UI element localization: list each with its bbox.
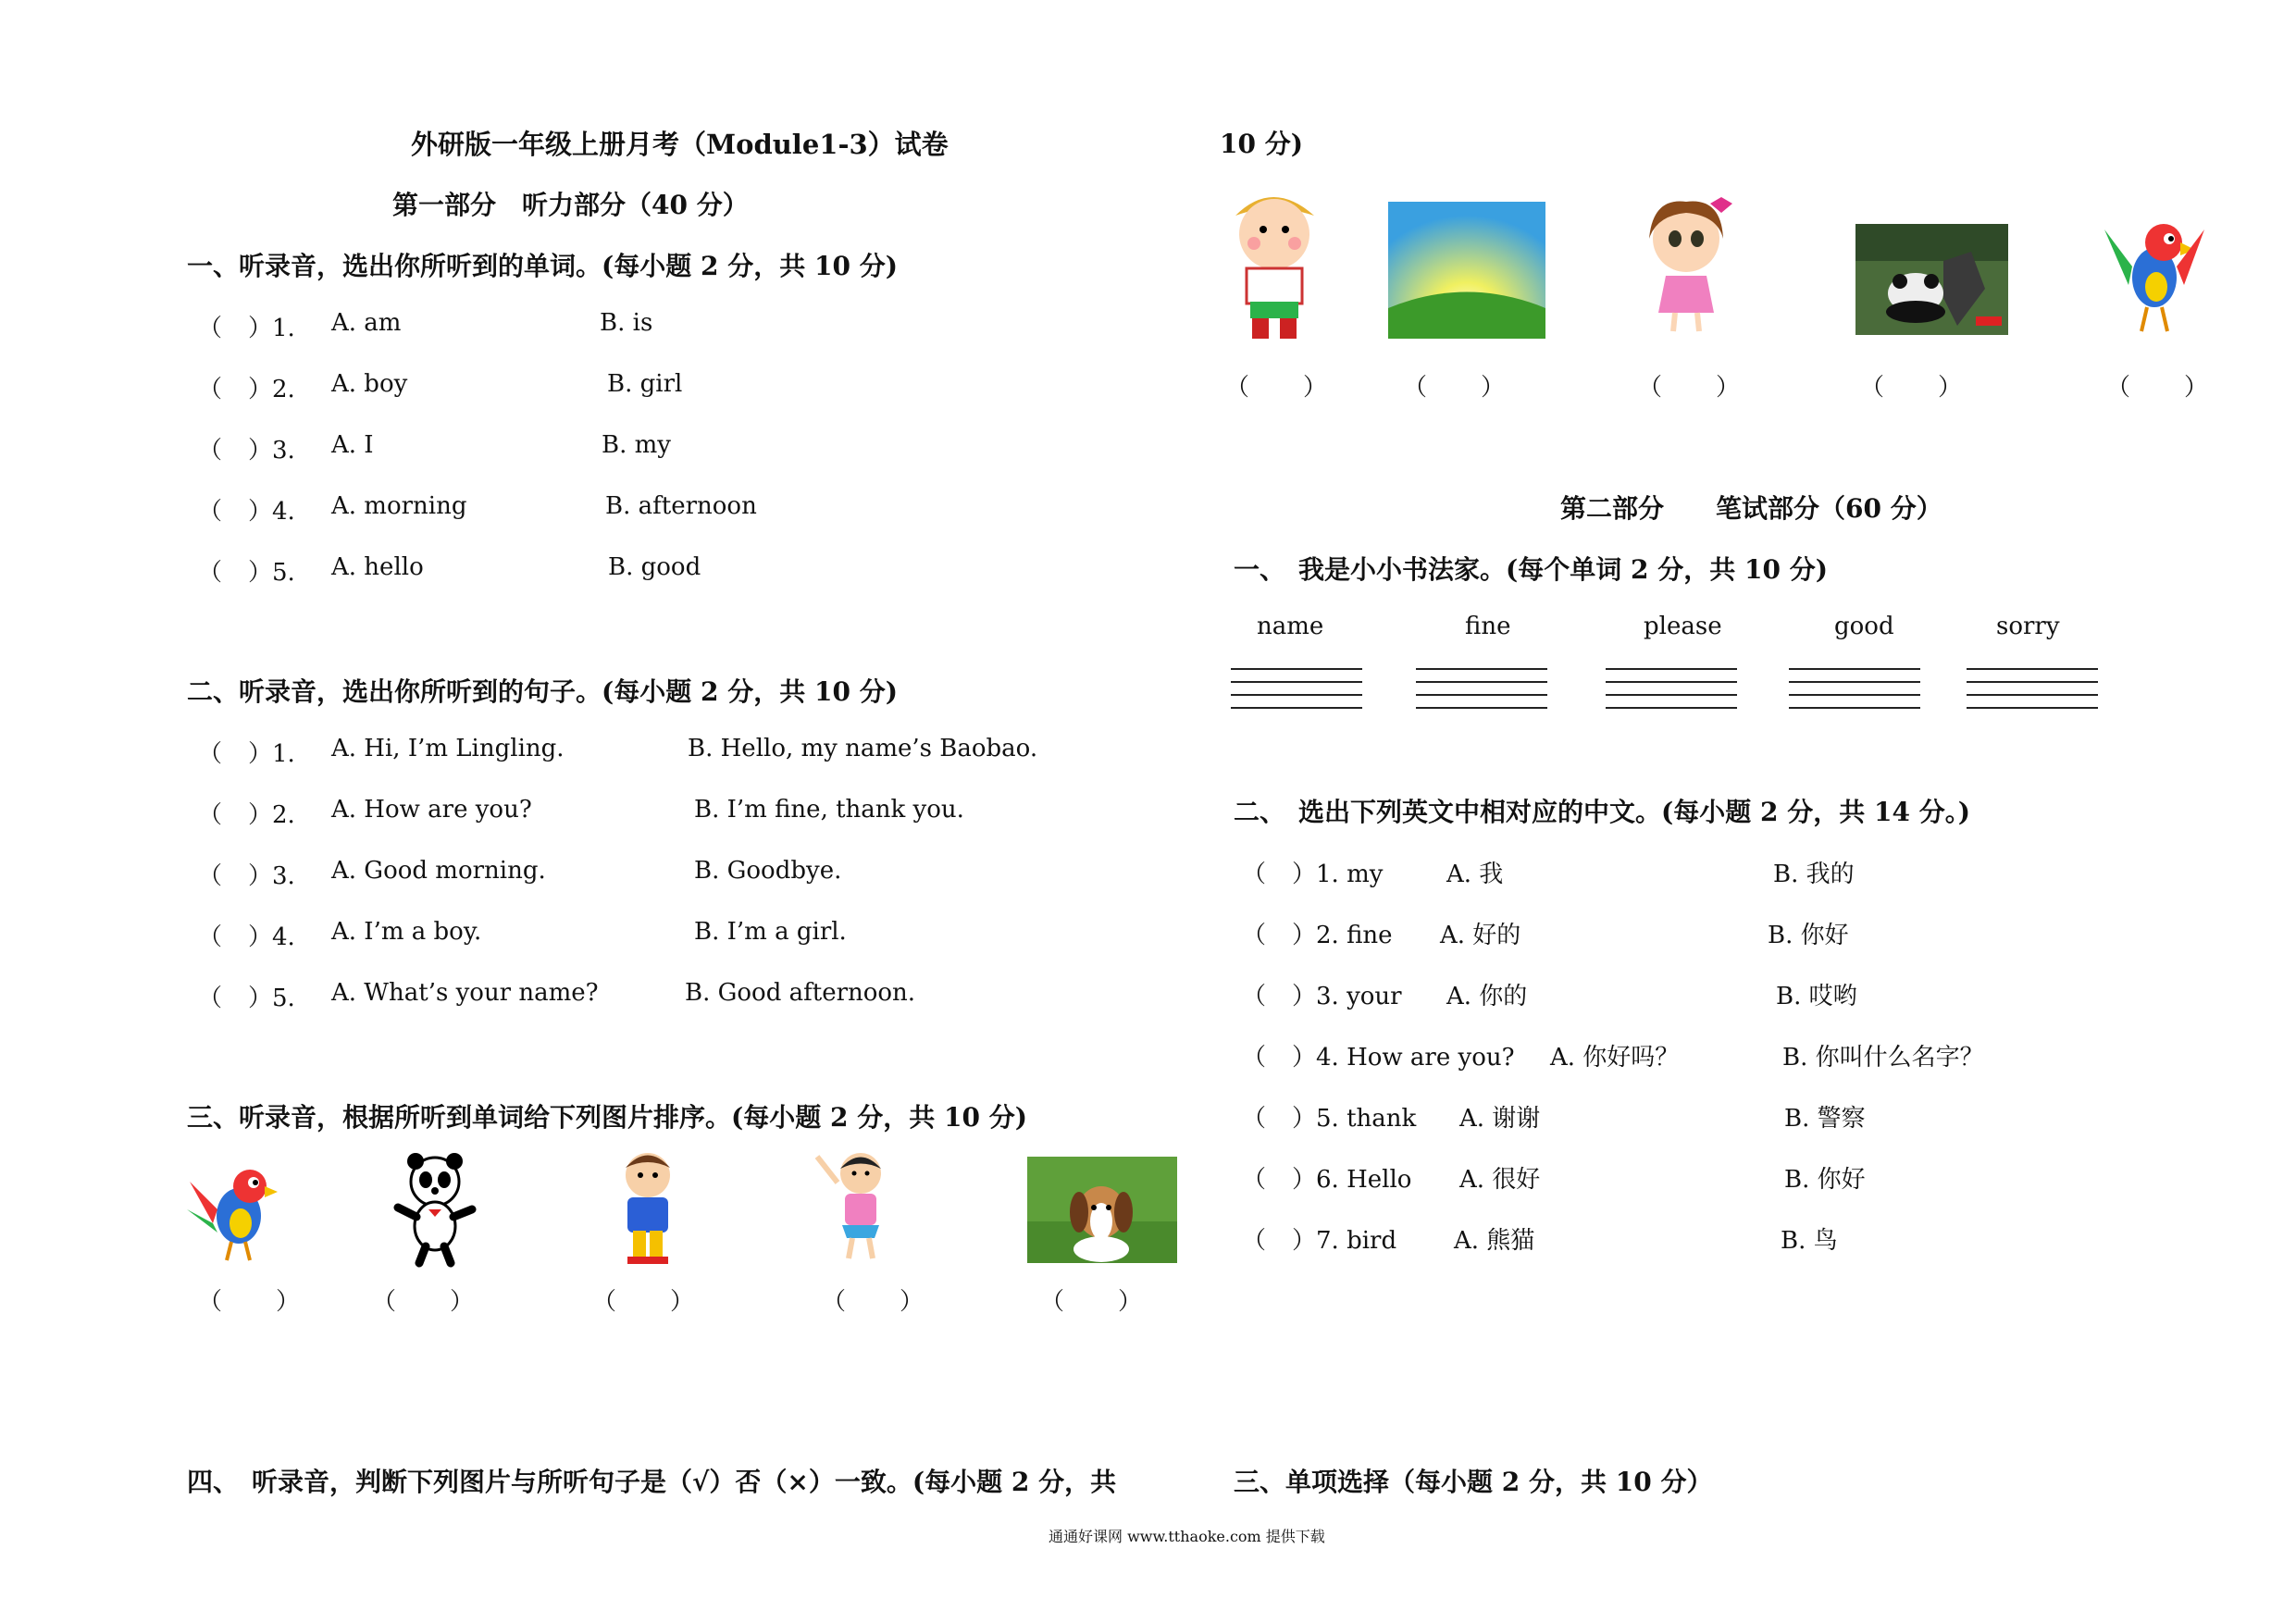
item-word: ）2. fine [1292,922,1393,949]
answer-paren-open[interactable]: （ [2106,374,2131,402]
section4-heading: 四、 听录音，判断下列图片与所听句子是（√）否（×）一致。(每小题 2 分，共 [187,1467,1117,1497]
option-a: A. 很好 [1459,1166,1541,1194]
item-number: ）3. [248,437,295,465]
answer-paren-close: ） [1303,374,1328,402]
option-a: A. 好的 [1440,922,1521,949]
option-a: A. What’s your name? [331,979,599,1007]
option-a: A. 你的 [1446,983,1528,1010]
answer-paren-open[interactable]: （ [198,985,223,1012]
answer-paren-open[interactable]: （ [1242,983,1267,1010]
answer-paren-open[interactable]: （ [198,862,223,890]
answer-paren-open[interactable]: （ [198,923,223,951]
answer-paren-open[interactable]: （ [198,315,223,342]
section2-heading: 二、听录音，选出你所听到的句子。(每小题 2 分，共 10 分) [187,676,898,707]
answer-paren-open[interactable]: （ [592,1288,617,1316]
option-a: A. am [331,309,402,337]
handwriting-lines[interactable] [1606,668,1737,720]
option-b: B. is [600,309,653,337]
answer-paren-close: ） [1938,374,1963,402]
answer-paren-close: ） [900,1288,925,1316]
option-b: B. 哎哟 [1776,983,1857,1010]
w-section3-heading: 三、单项选择（每小题 2 分，共 10 分） [1234,1467,1713,1497]
option-b: B. 警察 [1784,1105,1866,1133]
option-a: A. Hi, I’m Lingling. [331,735,565,762]
answer-paren-open[interactable]: （ [1242,1105,1267,1133]
handwriting-lines[interactable] [1967,668,2098,720]
copy-word: name [1257,613,1324,640]
item-number: ）4. [248,498,295,526]
answer-paren-open[interactable]: （ [1860,374,1885,402]
panda-photo [1855,224,2008,335]
boy-icon [1217,183,1333,341]
copy-word: good [1834,613,1894,640]
answer-paren-close: ） [450,1288,475,1316]
item-number: ）1. [248,315,295,342]
item-number: ）4. [248,923,295,951]
girl-icon [1629,192,1744,336]
copy-word: please [1644,613,1722,640]
item-word: ）4. How are you? [1292,1044,1515,1072]
item-number: ）5. [248,559,295,587]
boy-icon [611,1147,685,1268]
answer-paren-close: ） [670,1288,695,1316]
w-section2-heading: 二、 选出下列英文中相对应的中文。(每小题 2 分，共 14 分。) [1234,797,1970,827]
option-b: B. 你叫什么名字？ [1782,1044,1984,1072]
answer-paren-open[interactable]: （ [1040,1288,1065,1316]
answer-paren-close: ） [1716,374,1741,402]
option-b: B. girl [607,370,683,398]
answer-paren-close: ） [2184,374,2209,402]
part2-heading: 第二部分 笔试部分（60 分） [1560,493,1942,524]
parrot-icon [2101,211,2207,336]
w-section1-heading: 一、 我是小小书法家。(每个单词 2 分，共 10 分) [1234,554,1828,585]
part1-heading: 第一部分 听力部分（40 分） [392,190,749,220]
option-b: B. Good afternoon. [685,979,916,1007]
option-a: A. Good morning. [331,857,546,885]
exam-title: 外研版一年级上册月考（Module1-3）试卷 [411,129,949,160]
answer-paren-open[interactable]: （ [822,1288,847,1316]
answer-paren-open[interactable]: （ [198,437,223,465]
option-a: A. 你好吗？ [1550,1044,1680,1072]
answer-paren-open[interactable]: （ [1242,861,1267,888]
handwriting-lines[interactable] [1416,668,1547,720]
parrot-icon [185,1158,292,1265]
answer-paren-open[interactable]: （ [1242,922,1267,949]
copy-word: sorry [1996,613,2060,640]
panda-icon [393,1152,477,1268]
footer-credit: 通通好课网 www.tthaoke.com 提供下载 [1049,1528,1325,1545]
answer-paren-open[interactable]: （ [1638,374,1663,402]
option-b: B. 你好 [1784,1166,1866,1194]
option-a: A. 我 [1446,861,1504,888]
answer-paren-open[interactable]: （ [1403,374,1428,402]
item-number: ）1. [248,740,295,768]
handwriting-lines[interactable] [1789,668,1920,720]
option-b: B. Hello, my name’s Baobao. [688,735,1038,762]
dog-photo [1027,1157,1177,1263]
answer-paren-open[interactable]: （ [198,740,223,768]
sunrise-photo [1388,202,1545,339]
copy-word: fine [1465,613,1511,640]
option-b: B. Goodbye. [694,857,842,885]
answer-paren-open[interactable]: （ [198,559,223,587]
option-a: A. How are you? [331,796,532,824]
item-number: ）2. [248,376,295,403]
item-number: ）2. [248,801,295,829]
option-a: A. 熊猫 [1454,1227,1535,1255]
section1-heading: 一、听录音，选出你所听到的单词。(每小题 2 分，共 10 分) [187,251,898,281]
answer-paren-open[interactable]: （ [1242,1044,1267,1072]
option-a: A. hello [331,553,424,581]
answer-paren-close: ） [276,1288,301,1316]
option-b: B. good [608,553,701,581]
answer-paren-close: ） [1481,374,1506,402]
item-word: ）6. Hello [1292,1166,1412,1194]
option-a: A. I [331,431,374,459]
answer-paren-open[interactable]: （ [198,1288,223,1316]
option-a: A. I’m a boy. [331,918,482,946]
answer-paren-close: ） [1118,1288,1143,1316]
answer-paren-open[interactable]: （ [1242,1166,1267,1194]
option-b: B. I’m fine, thank you. [694,796,964,824]
option-b: B. 我的 [1773,861,1855,888]
girl-icon [810,1146,902,1266]
answer-paren-open[interactable]: （ [198,376,223,403]
option-b: B. 你好 [1768,922,1849,949]
item-word: ）1. my [1292,861,1384,888]
answer-paren-open[interactable]: （ [372,1288,397,1316]
answer-paren-open[interactable]: （ [1242,1227,1267,1255]
option-b: B. 鸟 [1781,1227,1838,1255]
item-word: ）5. thank [1292,1105,1417,1133]
option-a: A. 谢谢 [1459,1105,1541,1133]
section4-continued: 10 分) [1220,129,1303,159]
option-b: B. I’m a girl. [694,918,847,946]
answer-paren-open[interactable]: （ [198,498,223,526]
option-a: A. morning [331,492,467,520]
item-word: ）7. bird [1292,1227,1397,1255]
handwriting-lines[interactable] [1231,668,1362,720]
item-number: ）3. [248,862,295,890]
item-number: ）5. [248,985,295,1012]
section3-heading: 三、听录音，根据所听到单词给下列图片排序。(每小题 2 分，共 10 分) [187,1102,1027,1133]
option-b: B. afternoon [605,492,757,520]
option-a: A. boy [331,370,408,398]
option-b: B. my [602,431,671,459]
answer-paren-open[interactable]: （ [1225,374,1250,402]
item-word: ）3. your [1292,983,1402,1010]
answer-paren-open[interactable]: （ [198,801,223,829]
